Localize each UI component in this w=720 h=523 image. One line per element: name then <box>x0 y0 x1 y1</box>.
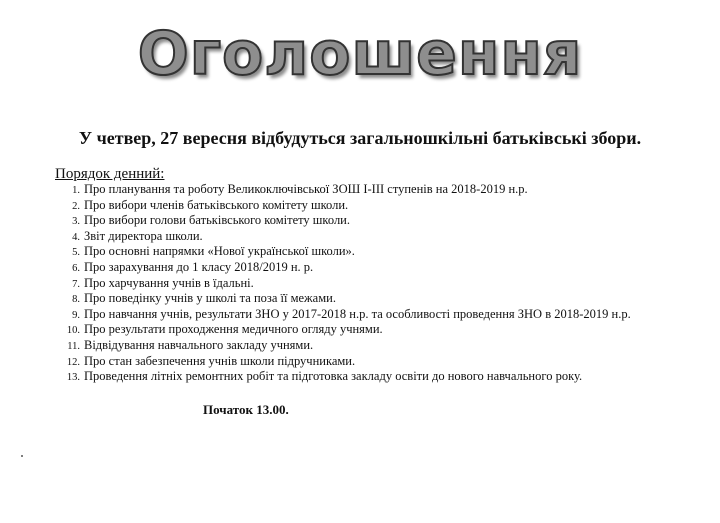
agenda-item <box>64 307 704 323</box>
meeting-announcement: У четвер, 27 вересня відбудуться загальношкільні батьківські збори. <box>78 128 642 148</box>
agenda-item-text: Відвідування навчального закладу учнями. <box>84 337 314 352</box>
agenda-item <box>64 182 704 198</box>
agenda-item-number: 9. <box>72 309 80 321</box>
agenda-item <box>64 291 704 307</box>
start-time: Початок 13.00. <box>203 402 289 417</box>
agenda-item-number: 11. <box>67 340 80 352</box>
scan-speck <box>21 455 23 457</box>
agenda-item <box>64 198 704 214</box>
agenda-item-text: Про вибори голови батьківського комітету школи. <box>84 213 350 228</box>
agenda-item-text: Звіт директора школи. <box>84 228 203 243</box>
agenda-item <box>64 354 704 370</box>
agenda-item-text: Про поведінку учнів у школі та поза її межами. <box>84 291 336 306</box>
agenda-item-number: 5. <box>72 247 80 259</box>
agenda-item-number: 8. <box>72 294 80 306</box>
agenda-item <box>64 276 704 292</box>
agenda-item-number: 4. <box>72 231 80 243</box>
agenda-item-number: 10. <box>66 325 80 337</box>
agenda-item-text: Про планування та роботу Великоключівської ЗОШ І-ІІІ ступенів на 2018-2019 н.р. <box>84 182 528 196</box>
notice-headline: Оголошення <box>137 19 583 89</box>
agenda-item-number: 6. <box>72 262 80 274</box>
agenda-title: Порядок денний: <box>55 166 165 182</box>
agenda-item <box>64 213 704 229</box>
agenda-item <box>64 260 704 276</box>
agenda-item-number: 1. <box>72 185 80 196</box>
agenda-item <box>64 229 704 245</box>
agenda-item-number: 2. <box>72 200 80 212</box>
agenda-item <box>64 322 704 338</box>
agenda-item-number: 3. <box>72 216 80 228</box>
agenda-item-text: Про стан забезпечення учнів школи підручниками. <box>84 353 356 368</box>
agenda-item-text: Про зарахування до 1 класу 2018/2019 н. р. <box>84 259 314 274</box>
agenda-item-number: 12. <box>66 356 80 368</box>
agenda-item-text: Про результати проходження медичного огляду учнями. <box>84 322 383 337</box>
agenda-item-text: Про вибори членів батьківського комітету школи. <box>84 197 349 212</box>
agenda-item <box>64 244 704 260</box>
agenda-item-text: Про навчання учнів, результати ЗНО у 2017-2018 н.р. та особливості проведення ЗНО в 2018-2019 н.р. <box>84 306 631 321</box>
agenda-list <box>64 182 704 385</box>
agenda-item-text: Про харчування учнів в їдальні. <box>84 275 254 290</box>
agenda-item-text: Проведення літніх ремонтних робіт та підготовка закладу освіти до нового навчального року. <box>84 369 583 384</box>
agenda-item-number: 13. <box>66 372 80 384</box>
agenda-item-text: Про основні напрямки «Нової української школи». <box>84 244 355 259</box>
agenda-item <box>64 369 704 385</box>
agenda-item <box>64 338 704 354</box>
agenda-item-number: 7. <box>72 278 80 290</box>
